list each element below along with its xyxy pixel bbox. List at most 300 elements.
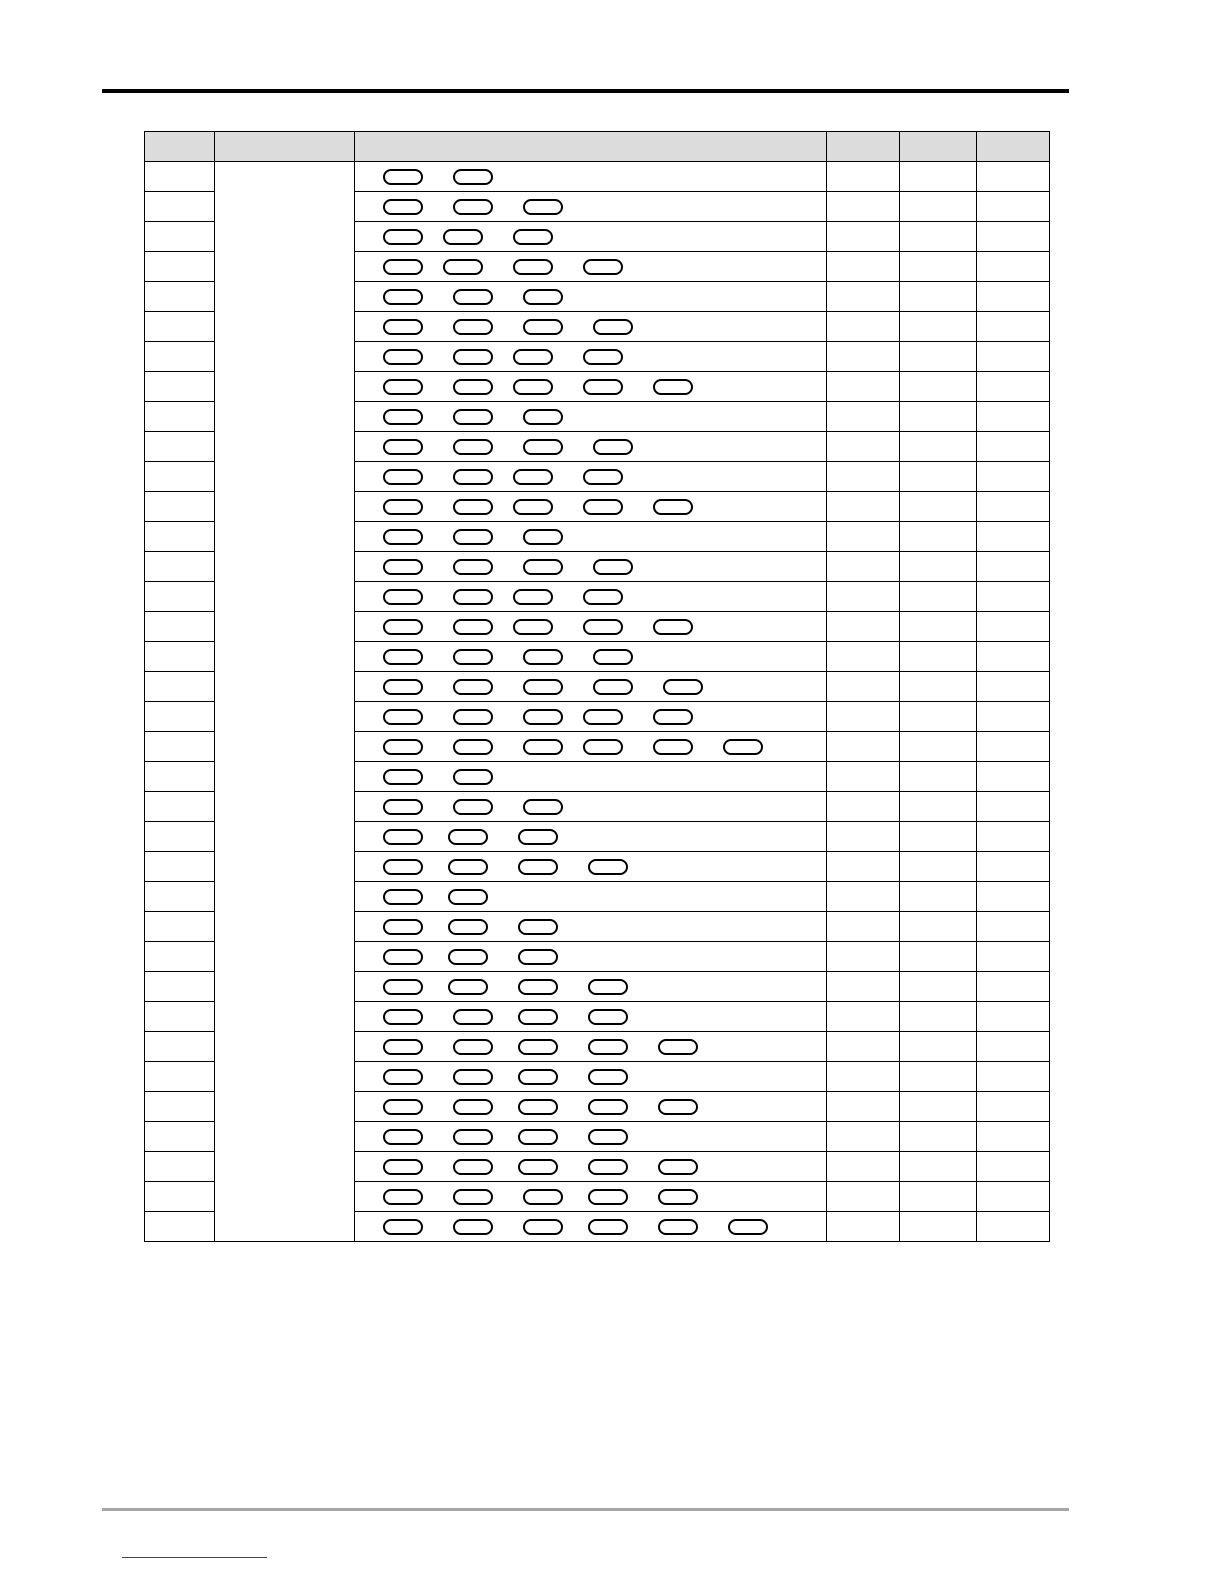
value-cell xyxy=(900,432,977,462)
value-cell xyxy=(900,252,977,282)
key-button-icon xyxy=(383,379,423,395)
row-number-cell xyxy=(145,942,215,972)
value-cell xyxy=(900,1062,977,1092)
value-cell xyxy=(900,822,977,852)
key-button-icon xyxy=(453,679,493,695)
key-button-icon xyxy=(583,739,623,755)
value-cell xyxy=(977,1092,1050,1122)
key-button-icon xyxy=(588,979,628,995)
key-button-icon xyxy=(523,739,563,755)
key-button-icon xyxy=(443,259,483,275)
key-button-icon xyxy=(653,619,693,635)
value-cell xyxy=(827,402,900,432)
key-button-icon xyxy=(383,769,423,785)
key-button-icon xyxy=(383,919,423,935)
value-cell xyxy=(977,462,1050,492)
value-cell xyxy=(900,522,977,552)
value-cell xyxy=(977,942,1050,972)
row-number-cell xyxy=(145,1122,215,1152)
value-cell xyxy=(977,1212,1050,1242)
key-sequence-cell xyxy=(355,1032,827,1062)
key-button-icon xyxy=(453,559,493,575)
key-button-icon xyxy=(383,949,423,965)
value-cell xyxy=(977,372,1050,402)
value-cell xyxy=(977,732,1050,762)
value-cell xyxy=(900,702,977,732)
value-cell xyxy=(900,1122,977,1152)
key-button-icon xyxy=(513,379,553,395)
key-button-icon xyxy=(653,499,693,515)
value-cell xyxy=(900,672,977,702)
key-button-icon xyxy=(518,949,558,965)
key-sequence-cell xyxy=(355,1212,827,1242)
value-cell xyxy=(827,972,900,1002)
key-button-icon xyxy=(513,499,553,515)
row-number-cell xyxy=(145,462,215,492)
key-button-icon xyxy=(523,319,563,335)
header-cell xyxy=(215,132,355,162)
key-button-icon xyxy=(383,469,423,485)
key-button-icon xyxy=(383,709,423,725)
key-button-icon xyxy=(518,1039,558,1055)
value-cell xyxy=(900,312,977,342)
key-button-icon xyxy=(453,199,493,215)
row-number-cell xyxy=(145,822,215,852)
key-button-icon xyxy=(523,679,563,695)
key-button-icon xyxy=(448,889,488,905)
key-button-icon xyxy=(583,259,623,275)
header-cell xyxy=(355,132,827,162)
key-button-icon xyxy=(453,439,493,455)
row-number-cell xyxy=(145,762,215,792)
key-button-icon xyxy=(453,739,493,755)
value-cell xyxy=(827,942,900,972)
key-button-icon xyxy=(453,1099,493,1115)
row-number-cell xyxy=(145,792,215,822)
key-button-icon xyxy=(588,1159,628,1175)
key-button-icon xyxy=(653,739,693,755)
footer-rule xyxy=(102,1508,1069,1511)
value-cell xyxy=(977,1122,1050,1152)
key-sequence-cell xyxy=(355,912,827,942)
value-cell xyxy=(827,1122,900,1152)
key-button-icon xyxy=(523,709,563,725)
key-button-icon xyxy=(383,199,423,215)
merged-group-cell xyxy=(215,162,355,1242)
value-cell xyxy=(827,162,900,192)
key-button-icon xyxy=(653,709,693,725)
row-number-cell xyxy=(145,1002,215,1032)
value-cell xyxy=(900,402,977,432)
value-cell xyxy=(900,192,977,222)
key-button-icon xyxy=(518,859,558,875)
key-button-icon xyxy=(383,1069,423,1085)
value-cell xyxy=(827,462,900,492)
row-number-cell xyxy=(145,402,215,432)
value-cell xyxy=(977,402,1050,432)
value-cell xyxy=(827,732,900,762)
value-cell xyxy=(977,972,1050,1002)
value-cell xyxy=(977,1002,1050,1032)
key-button-icon xyxy=(383,589,423,605)
key-button-icon xyxy=(383,679,423,695)
key-button-icon xyxy=(383,1039,423,1055)
key-sequence-cell xyxy=(355,972,827,1002)
value-cell xyxy=(827,612,900,642)
key-button-icon xyxy=(453,169,493,185)
header-cell xyxy=(827,132,900,162)
key-button-icon xyxy=(658,1189,698,1205)
value-cell xyxy=(900,1092,977,1122)
key-button-icon xyxy=(443,229,483,245)
key-button-icon xyxy=(583,619,623,635)
key-button-icon xyxy=(588,1009,628,1025)
key-button-icon xyxy=(383,1009,423,1025)
key-sequence-cell xyxy=(355,702,827,732)
key-button-icon xyxy=(383,349,423,365)
value-cell xyxy=(900,1182,977,1212)
key-button-icon xyxy=(513,259,553,275)
key-sequence-cell xyxy=(355,1062,827,1092)
key-sequence-cell xyxy=(355,852,827,882)
row-number-cell xyxy=(145,1152,215,1182)
key-button-icon xyxy=(383,259,423,275)
key-button-icon xyxy=(523,409,563,425)
value-cell xyxy=(900,492,977,522)
value-cell xyxy=(977,582,1050,612)
key-button-icon xyxy=(383,889,423,905)
row-number-cell xyxy=(145,492,215,522)
key-button-icon xyxy=(383,1189,423,1205)
value-cell xyxy=(827,372,900,402)
key-button-icon xyxy=(583,709,623,725)
key-button-icon xyxy=(523,199,563,215)
value-cell xyxy=(977,522,1050,552)
value-cell xyxy=(900,972,977,1002)
key-button-icon xyxy=(448,859,488,875)
value-cell xyxy=(900,162,977,192)
value-cell xyxy=(827,642,900,672)
key-button-icon xyxy=(728,1219,768,1235)
value-cell xyxy=(827,822,900,852)
value-cell xyxy=(900,552,977,582)
value-cell xyxy=(827,522,900,552)
key-button-icon xyxy=(518,829,558,845)
key-button-icon xyxy=(383,799,423,815)
key-button-icon xyxy=(383,859,423,875)
row-number-cell xyxy=(145,162,215,192)
key-button-icon xyxy=(523,559,563,575)
row-number-cell xyxy=(145,702,215,732)
key-button-icon xyxy=(383,739,423,755)
key-button-icon xyxy=(453,1009,493,1025)
key-button-icon xyxy=(583,349,623,365)
table-row xyxy=(145,162,1050,192)
row-number-cell xyxy=(145,972,215,1002)
header-cell xyxy=(900,132,977,162)
row-number-cell xyxy=(145,192,215,222)
row-number-cell xyxy=(145,612,215,642)
key-sequence-cell xyxy=(355,342,827,372)
key-button-icon xyxy=(453,799,493,815)
row-number-cell xyxy=(145,522,215,552)
key-sequence-cell xyxy=(355,882,827,912)
key-button-icon xyxy=(383,559,423,575)
key-sequence-cell xyxy=(355,552,827,582)
key-sequence-cell xyxy=(355,1182,827,1212)
value-cell xyxy=(977,342,1050,372)
header-cell xyxy=(145,132,215,162)
key-button-icon xyxy=(383,979,423,995)
key-button-icon xyxy=(453,529,493,545)
row-number-cell xyxy=(145,852,215,882)
key-button-icon xyxy=(448,829,488,845)
key-button-icon xyxy=(383,409,423,425)
value-cell xyxy=(900,282,977,312)
key-sequence-cell xyxy=(355,582,827,612)
value-cell xyxy=(827,492,900,522)
key-sequence-cell xyxy=(355,252,827,282)
key-button-icon xyxy=(383,619,423,635)
row-number-cell xyxy=(145,732,215,762)
key-button-icon xyxy=(518,919,558,935)
row-number-cell xyxy=(145,882,215,912)
value-cell xyxy=(827,1212,900,1242)
value-cell xyxy=(827,1002,900,1032)
value-cell xyxy=(977,552,1050,582)
key-button-icon xyxy=(523,289,563,305)
key-button-icon xyxy=(453,409,493,425)
key-button-icon xyxy=(453,289,493,305)
key-button-icon xyxy=(383,1219,423,1235)
key-button-icon xyxy=(583,469,623,485)
key-button-icon xyxy=(453,379,493,395)
value-cell xyxy=(977,282,1050,312)
row-number-cell xyxy=(145,222,215,252)
key-button-icon xyxy=(518,1159,558,1175)
key-button-icon xyxy=(588,1069,628,1085)
key-button-icon xyxy=(453,589,493,605)
row-number-cell xyxy=(145,312,215,342)
key-button-icon xyxy=(448,979,488,995)
key-sequence-cell xyxy=(355,732,827,762)
key-button-icon xyxy=(518,1129,558,1145)
key-button-icon xyxy=(658,1219,698,1235)
key-button-icon xyxy=(383,829,423,845)
key-sequence-cell xyxy=(355,192,827,222)
key-sequence-cell xyxy=(355,312,827,342)
value-cell xyxy=(827,552,900,582)
key-sequence-cell xyxy=(355,492,827,522)
row-number-cell xyxy=(145,1092,215,1122)
value-cell xyxy=(900,792,977,822)
value-cell xyxy=(977,162,1050,192)
key-button-icon xyxy=(453,1129,493,1145)
key-button-icon xyxy=(588,1039,628,1055)
key-button-icon xyxy=(513,229,553,245)
key-sequence-cell xyxy=(355,1002,827,1032)
row-number-cell xyxy=(145,1182,215,1212)
value-cell xyxy=(827,1152,900,1182)
value-cell xyxy=(827,762,900,792)
key-button-icon xyxy=(383,229,423,245)
key-sequence-cell xyxy=(355,822,827,852)
row-number-cell xyxy=(145,582,215,612)
value-cell xyxy=(900,582,977,612)
key-button-icon xyxy=(383,1129,423,1145)
key-button-icon xyxy=(513,349,553,365)
key-button-icon xyxy=(593,439,633,455)
row-number-cell xyxy=(145,552,215,582)
key-button-icon xyxy=(588,859,628,875)
value-cell xyxy=(977,612,1050,642)
value-cell xyxy=(827,192,900,222)
value-cell xyxy=(900,222,977,252)
key-button-icon xyxy=(588,1189,628,1205)
row-number-cell xyxy=(145,1212,215,1242)
row-number-cell xyxy=(145,282,215,312)
key-button-icon xyxy=(513,619,553,635)
value-cell xyxy=(827,1062,900,1092)
key-button-icon xyxy=(593,319,633,335)
value-cell xyxy=(827,252,900,282)
key-button-icon xyxy=(513,469,553,485)
value-cell xyxy=(900,732,977,762)
key-button-icon xyxy=(383,439,423,455)
value-cell xyxy=(900,762,977,792)
key-button-icon xyxy=(453,349,493,365)
key-button-icon xyxy=(453,709,493,725)
key-button-icon xyxy=(518,979,558,995)
key-button-icon xyxy=(383,289,423,305)
value-cell xyxy=(900,852,977,882)
table-header-row xyxy=(145,132,1050,162)
key-sequence-cell xyxy=(355,1122,827,1152)
value-cell xyxy=(977,792,1050,822)
value-cell xyxy=(977,1032,1050,1062)
value-cell xyxy=(827,582,900,612)
key-button-icon xyxy=(588,1099,628,1115)
key-button-icon xyxy=(723,739,763,755)
value-cell xyxy=(827,702,900,732)
key-button-icon xyxy=(593,649,633,665)
value-cell xyxy=(977,492,1050,522)
header-rule xyxy=(102,89,1069,93)
value-cell xyxy=(900,1002,977,1032)
key-button-icon xyxy=(453,769,493,785)
key-sequence-cell xyxy=(355,522,827,552)
key-button-icon xyxy=(523,439,563,455)
key-sequence-cell xyxy=(355,432,827,462)
value-cell xyxy=(977,432,1050,462)
value-cell xyxy=(900,1032,977,1062)
key-button-icon xyxy=(383,499,423,515)
key-sequence-cell xyxy=(355,462,827,492)
key-button-icon xyxy=(383,319,423,335)
key-button-icon xyxy=(658,1099,698,1115)
key-button-icon xyxy=(588,1219,628,1235)
key-button-icon xyxy=(453,1069,493,1085)
value-cell xyxy=(977,1182,1050,1212)
key-button-icon xyxy=(383,529,423,545)
key-button-icon xyxy=(383,169,423,185)
key-sequence-cell xyxy=(355,1092,827,1122)
instruction-key-table xyxy=(144,131,1050,1242)
value-cell xyxy=(827,432,900,462)
value-cell xyxy=(977,852,1050,882)
value-cell xyxy=(900,612,977,642)
key-button-icon xyxy=(523,799,563,815)
value-cell xyxy=(900,882,977,912)
value-cell xyxy=(977,1062,1050,1092)
value-cell xyxy=(900,372,977,402)
value-cell xyxy=(977,672,1050,702)
key-button-icon xyxy=(453,499,493,515)
key-sequence-cell xyxy=(355,672,827,702)
table-body xyxy=(145,162,1050,1242)
value-cell xyxy=(977,882,1050,912)
key-button-icon xyxy=(383,1099,423,1115)
key-sequence-cell xyxy=(355,402,827,432)
key-button-icon xyxy=(453,649,493,665)
key-sequence-cell xyxy=(355,762,827,792)
value-cell xyxy=(900,1152,977,1182)
value-cell xyxy=(900,942,977,972)
value-cell xyxy=(900,912,977,942)
row-number-cell xyxy=(145,1062,215,1092)
value-cell xyxy=(900,342,977,372)
key-button-icon xyxy=(383,649,423,665)
key-button-icon xyxy=(593,679,633,695)
key-button-icon xyxy=(453,1219,493,1235)
value-cell xyxy=(977,912,1050,942)
value-cell xyxy=(900,462,977,492)
value-cell xyxy=(977,762,1050,792)
header-cell xyxy=(977,132,1050,162)
key-sequence-cell xyxy=(355,792,827,822)
key-button-icon xyxy=(583,589,623,605)
row-number-cell xyxy=(145,372,215,402)
key-sequence-cell xyxy=(355,942,827,972)
key-button-icon xyxy=(518,1099,558,1115)
value-cell xyxy=(827,1182,900,1212)
row-number-cell xyxy=(145,342,215,372)
key-button-icon xyxy=(518,1009,558,1025)
key-button-icon xyxy=(518,1069,558,1085)
key-button-icon xyxy=(658,1039,698,1055)
key-button-icon xyxy=(588,1129,628,1145)
value-cell xyxy=(827,792,900,822)
key-button-icon xyxy=(523,529,563,545)
key-sequence-cell xyxy=(355,282,827,312)
value-cell xyxy=(977,222,1050,252)
key-button-icon xyxy=(583,379,623,395)
row-number-cell xyxy=(145,1032,215,1062)
key-button-icon xyxy=(513,589,553,605)
key-button-icon xyxy=(593,559,633,575)
value-cell xyxy=(827,1032,900,1062)
key-button-icon xyxy=(453,1039,493,1055)
key-button-icon xyxy=(448,949,488,965)
value-cell xyxy=(977,252,1050,282)
key-button-icon xyxy=(453,1189,493,1205)
key-button-icon xyxy=(583,499,623,515)
row-number-cell xyxy=(145,672,215,702)
key-button-icon xyxy=(448,919,488,935)
value-cell xyxy=(827,342,900,372)
footer-link-underline[interactable] xyxy=(122,1557,267,1558)
value-cell xyxy=(977,702,1050,732)
